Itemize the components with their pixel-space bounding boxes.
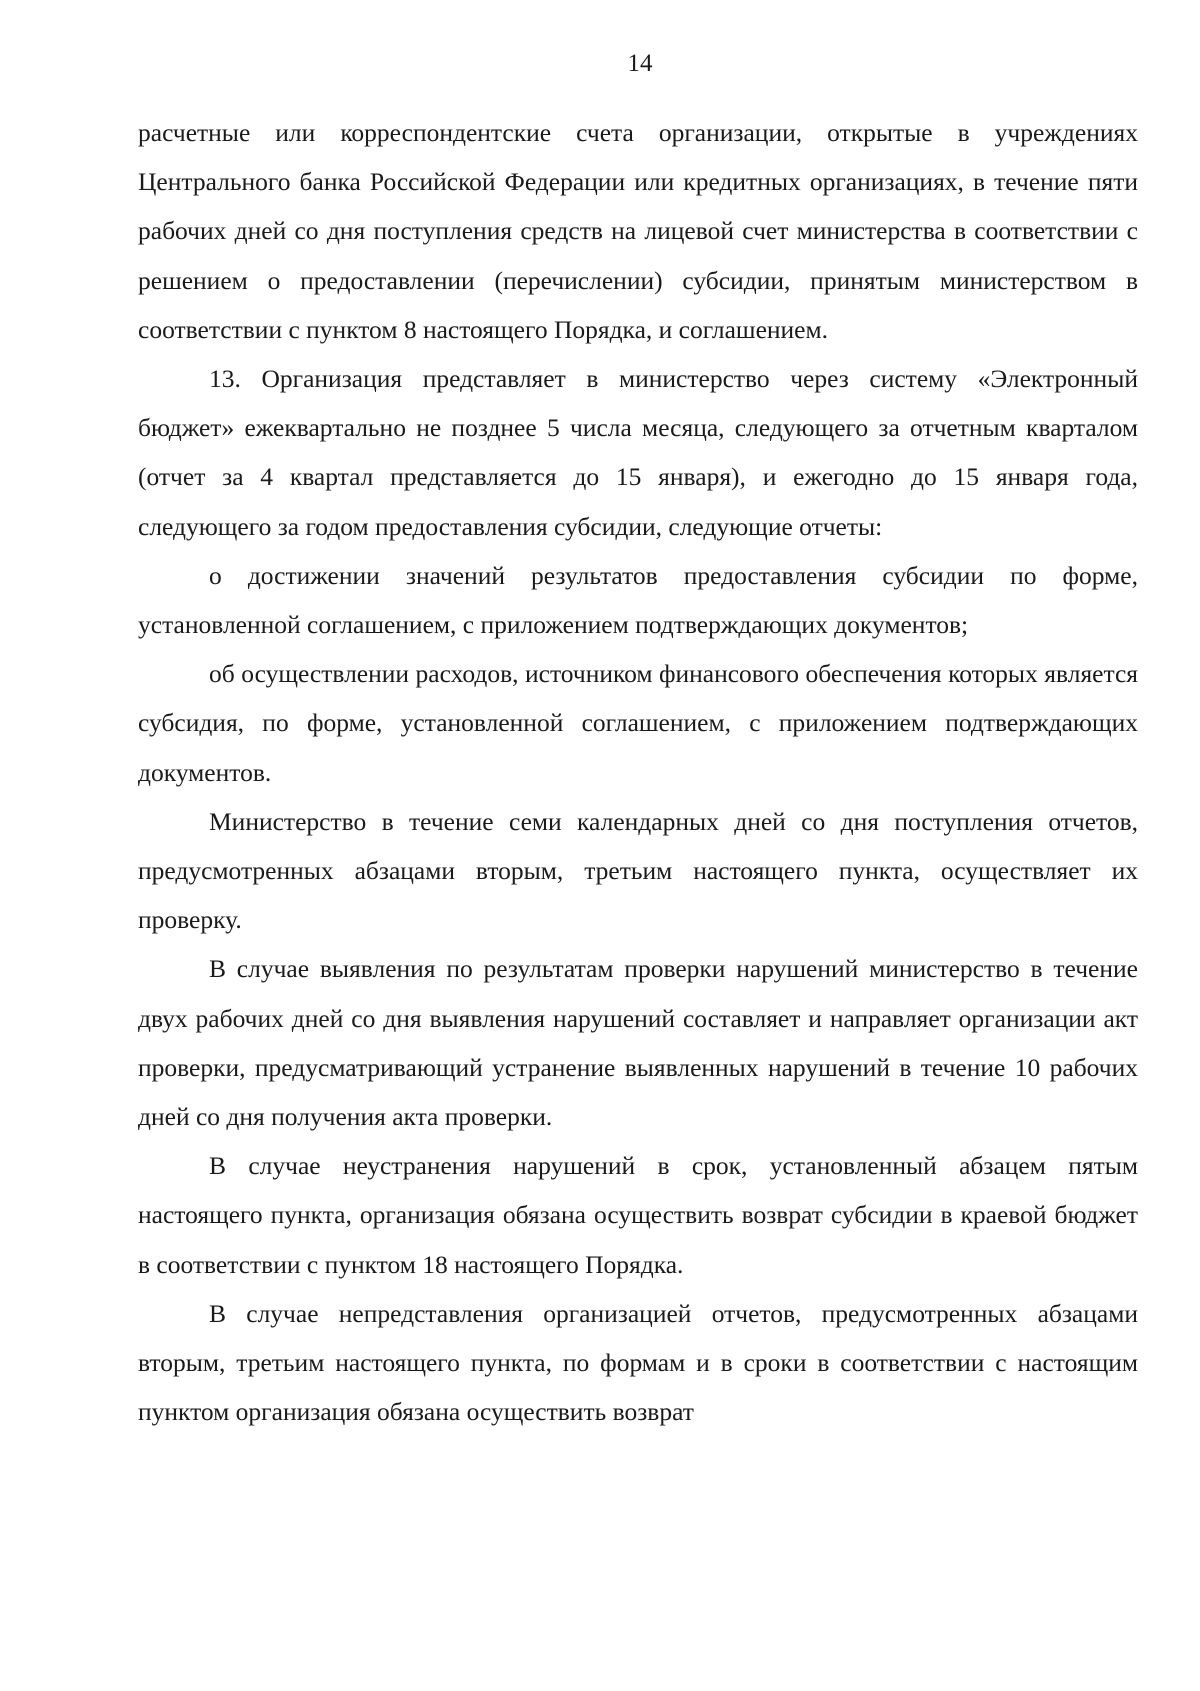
paragraph-ministry-check: Министерство в течение семи календарных дней со дня поступления отчетов, предусмотренных абзацами вторым, третьим настоящего пункта, осуществляет их проверку. [138, 806, 1138, 935]
paragraph-non-elimination: В случае неустранения нарушений в срок, установленный абзацем пятым настоящего пункта, организация обязана осуществить возврат субсидии в краевой бюджет в соответствии с пунктом 18 настоящего Порядка. [138, 1151, 1138, 1279]
paragraph-item-13: 13. Организация представляет в министерство через систему «Электронный бюджет» ежеквартально не позднее 5 числа месяца, следующего за отчетным кварталом (отчет за 4 квартал представляется до 15 января), и ежегодно до 15 января года, следующего за годом предоставления субсидии, следующие отчеты: [138, 364, 1138, 541]
document-body [138, 108, 1138, 1436]
paragraph-report-expenses: об осуществлении расходов, источником финансового обеспечения которых является субсидия, по форме, установленной соглашением, с приложением подтверждающих документов. [138, 659, 1138, 787]
paragraph-report-results: о достижении значений результатов предоставления субсидии по форме, установленной соглашением, с приложением подтверждающих документов; [138, 560, 1138, 640]
paragraph-violations: В случае выявления по результатам проверки нарушений министерство в течение двух рабочих дней со дня выявления нарушений составляет и направляет организации акт проверки, предусматривающий устранение выявленных нарушений в течение 10 рабочих дней со дня получения акта проверки. [138, 954, 1138, 1132]
page-number: 14 [627, 50, 653, 77]
paragraph-non-submission: В случае непредставления организацией отчетов, предусмотренных абзацами вторым, третьим настоящего пункта, по формам и в сроки в соответствии с настоящим пунктом организация обязана осуществить возврат [138, 1298, 1138, 1427]
paragraph-continuation: расчетные или корреспондентские счета организации, открытые в учреждениях Центрального банка Российской Федерации или кредитных организациях, в течение пяти рабочих дней со дня поступления средств на лицевой счет министерства в соответствии с решением о предоставлении (перечислении) субсидии, принятым министерством в соответствии с пунктом 8 настоящего Порядка, и соглашением. [138, 118, 1138, 344]
